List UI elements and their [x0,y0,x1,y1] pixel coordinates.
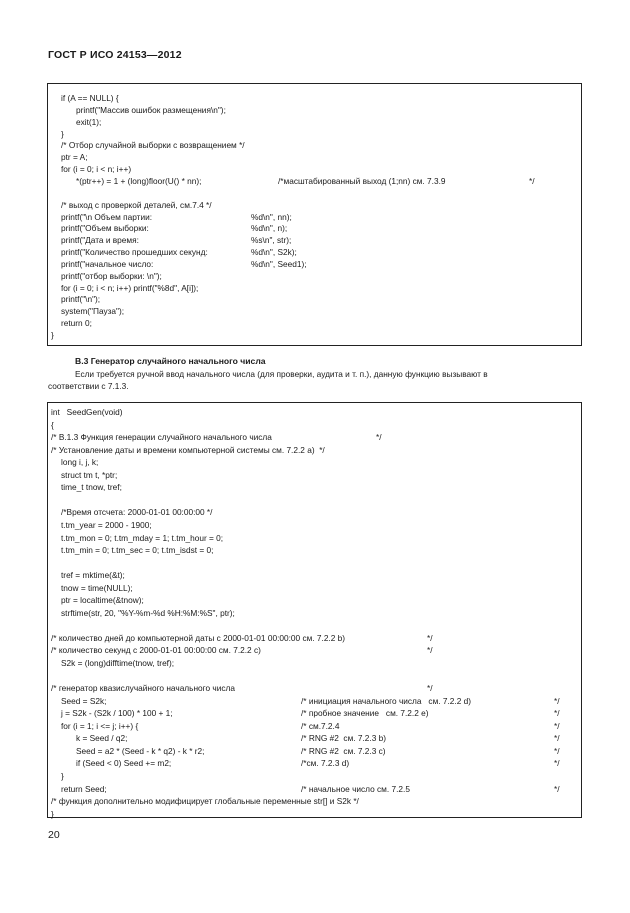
code-line [61,317,92,330]
code-line [51,419,54,432]
code-text: } [51,808,54,819]
code-comment: %d\n", n); [251,223,288,234]
code-text: strftime(str, 20, "%Y-%m-%d %H:%M:%S", ptr); [61,607,235,618]
code-line [61,594,144,607]
code-text: if (A == NULL) { [61,93,119,103]
code-line [76,757,560,770]
code-text: system("Пауза"); [61,306,125,317]
code-text: return Seed; [61,783,107,794]
comment-close: */ [554,708,560,719]
code-line [51,808,54,821]
code-text: tref = mktime(&t); [61,570,125,581]
code-text: t.tm_mon = 0; t.tm_mday = 1; t.tm_hour = 0; [61,532,224,543]
code-comment: /* начальное число см. 7.2.5 [301,783,410,794]
code-text: /* выход с проверкой деталей, см.7.4 */ [61,199,212,210]
code-line [61,783,560,796]
code-comment: %d\n", Seed1); [251,258,307,269]
code-text: printf("Дата и время: [61,235,139,246]
code-text: /* функция дополнительно модифицирует глобальные переменные str[] и S2k */ [51,796,359,807]
code-comment: /*масштабированный выход (1;nn) см. 7.3.9 [278,175,446,186]
code-comment: %d\n", nn); [251,211,292,222]
code-line [51,431,382,444]
comment-close: */ [529,175,535,186]
code-text: long i, j, k; [61,457,99,468]
code-line [61,770,64,783]
code-line [51,632,433,645]
code-text: k = Seed / q2; [76,733,128,744]
code-text: } [51,330,54,340]
code-text: *(ptr++) = 1 + (long)floor(U() * nn); [76,175,202,186]
code-text: printf("начальное число: [61,258,154,269]
code-comment: /*см. 7.2.3 d) [301,758,350,769]
code-line [61,607,235,620]
code-comment: /* пробное значение см. 7.2.2 e) [301,708,429,719]
code-text: printf("Массив ошибок размещения\n"); [76,104,226,115]
code-line [61,456,98,469]
code-comment: /* RNG #2 см. 7.2.3 b) [301,733,387,744]
code-listing-main-end [47,83,582,346]
comment-close: */ [427,683,433,694]
code-line [61,139,245,152]
code-text: } [61,770,64,781]
code-text: printf("Объем выборки: [61,223,149,234]
code-text: /* количество секунд с 2000-01-01 00:00:00 см. 7.2.2 c) [51,645,261,656]
code-line [61,657,174,670]
comment-close: */ [376,432,382,443]
code-line [51,795,359,808]
code-line [61,695,560,708]
code-line [51,329,54,342]
code-listing-seedgen [47,402,582,818]
comment-close: */ [554,720,560,731]
code-line [76,732,560,745]
code-text: Seed = S2k; [61,695,107,706]
code-text: /* Установление даты и времени компьютерной системы см. 7.2.2 а) */ [51,444,325,455]
code-text: j = S2k - (S2k / 100) * 100 + 1; [61,708,173,719]
code-line [51,406,122,419]
code-line [61,707,560,720]
code-text: printf("Количество прошедших секунд: [61,247,208,258]
code-line [61,720,560,733]
code-line [76,745,560,758]
code-text: t.tm_year = 2000 - 1900; [61,519,152,530]
code-comment: /* инициация начального числа см. 7.2.2 d) [301,695,472,706]
code-line [51,644,433,657]
code-text: /* Отбор случайной выборки с возвращением */ [61,140,245,151]
code-line [61,506,212,519]
page-number: 20 [48,829,60,841]
code-comment: /* RNG #2 см. 7.2.3 c) [301,745,386,756]
code-line [61,569,125,582]
comment-close: */ [427,632,433,643]
code-comment: %s\n", str); [251,235,292,246]
section-paragraph-line-2: соответствии с 7.1.3. [48,381,129,391]
code-text: tnow = time(NULL); [61,582,133,593]
code-text: } [61,128,64,139]
code-text: if (Seed < 0) Seed += m2; [76,758,172,769]
code-text: /*Время отсчета: 2000-01-01 00:00:00 */ [61,507,213,518]
code-text: { [51,419,54,430]
code-line [76,116,101,129]
code-text: for (i = 0; i < n; i++) printf("%8d", A[i]); [61,282,199,293]
code-text: for (i = 0; i < n; i++) [61,164,132,175]
code-comment: %d\n", S2k); [251,247,297,258]
code-text: return 0; [61,318,92,329]
code-text: /* генератор квазислучайного начального числа [51,683,235,694]
code-line [51,444,325,457]
code-line [61,481,122,494]
code-text: exit(1); [76,116,102,127]
code-text: S2k = (long)difftime(tnow, tref); [61,658,175,668]
code-line [61,544,213,557]
code-text: printf("\n Объем партии: [61,211,153,222]
code-text: /* В.1.3 Функция генерации случайного начального числа [51,432,272,443]
section-title: В.3 Генератор случайного начального числа [75,356,266,366]
comment-close: */ [554,745,560,756]
comment-close: */ [554,733,560,744]
section-paragraph-line-1: Если требуется ручной ввод начального числа (для проверки, аудита и т. п.), данную функцию вызывают в [75,369,488,379]
code-text: struct tm t, *ptr; [61,469,118,480]
code-line [51,682,433,695]
code-line [61,532,223,545]
code-text: printf("\n"); [61,294,101,305]
code-text: for (i = 1; i <= j; i++) { [61,720,139,731]
comment-close: */ [427,645,433,656]
code-text: ptr = localtime(&tnow); [61,595,144,606]
code-text: t.tm_min = 0; t.tm_sec = 0; t.tm_isdst = 0; [61,545,214,556]
code-line [61,469,117,482]
code-text: /* количество дней до компьютерной даты с 2000-01-01 00:00:00 см. 7.2.2 b) [51,632,346,643]
code-line [76,175,535,188]
code-line [61,582,133,595]
code-text: ptr = A; [61,152,88,163]
code-text: Seed = a2 * (Seed - k * q2) - k * r2; [76,745,205,756]
code-text: time_t tnow, tref; [61,482,122,493]
comment-close: */ [554,695,560,706]
document-header: ГОСТ Р ИСО 24153—2012 [48,49,182,61]
code-text: int SeedGen(void) [51,407,123,417]
comment-close: */ [554,758,560,769]
comment-close: */ [554,783,560,794]
code-line [61,519,152,532]
code-comment: /* см.7.2.4 [301,720,340,731]
code-text: printf("отбор выборки: \n"); [61,270,162,281]
